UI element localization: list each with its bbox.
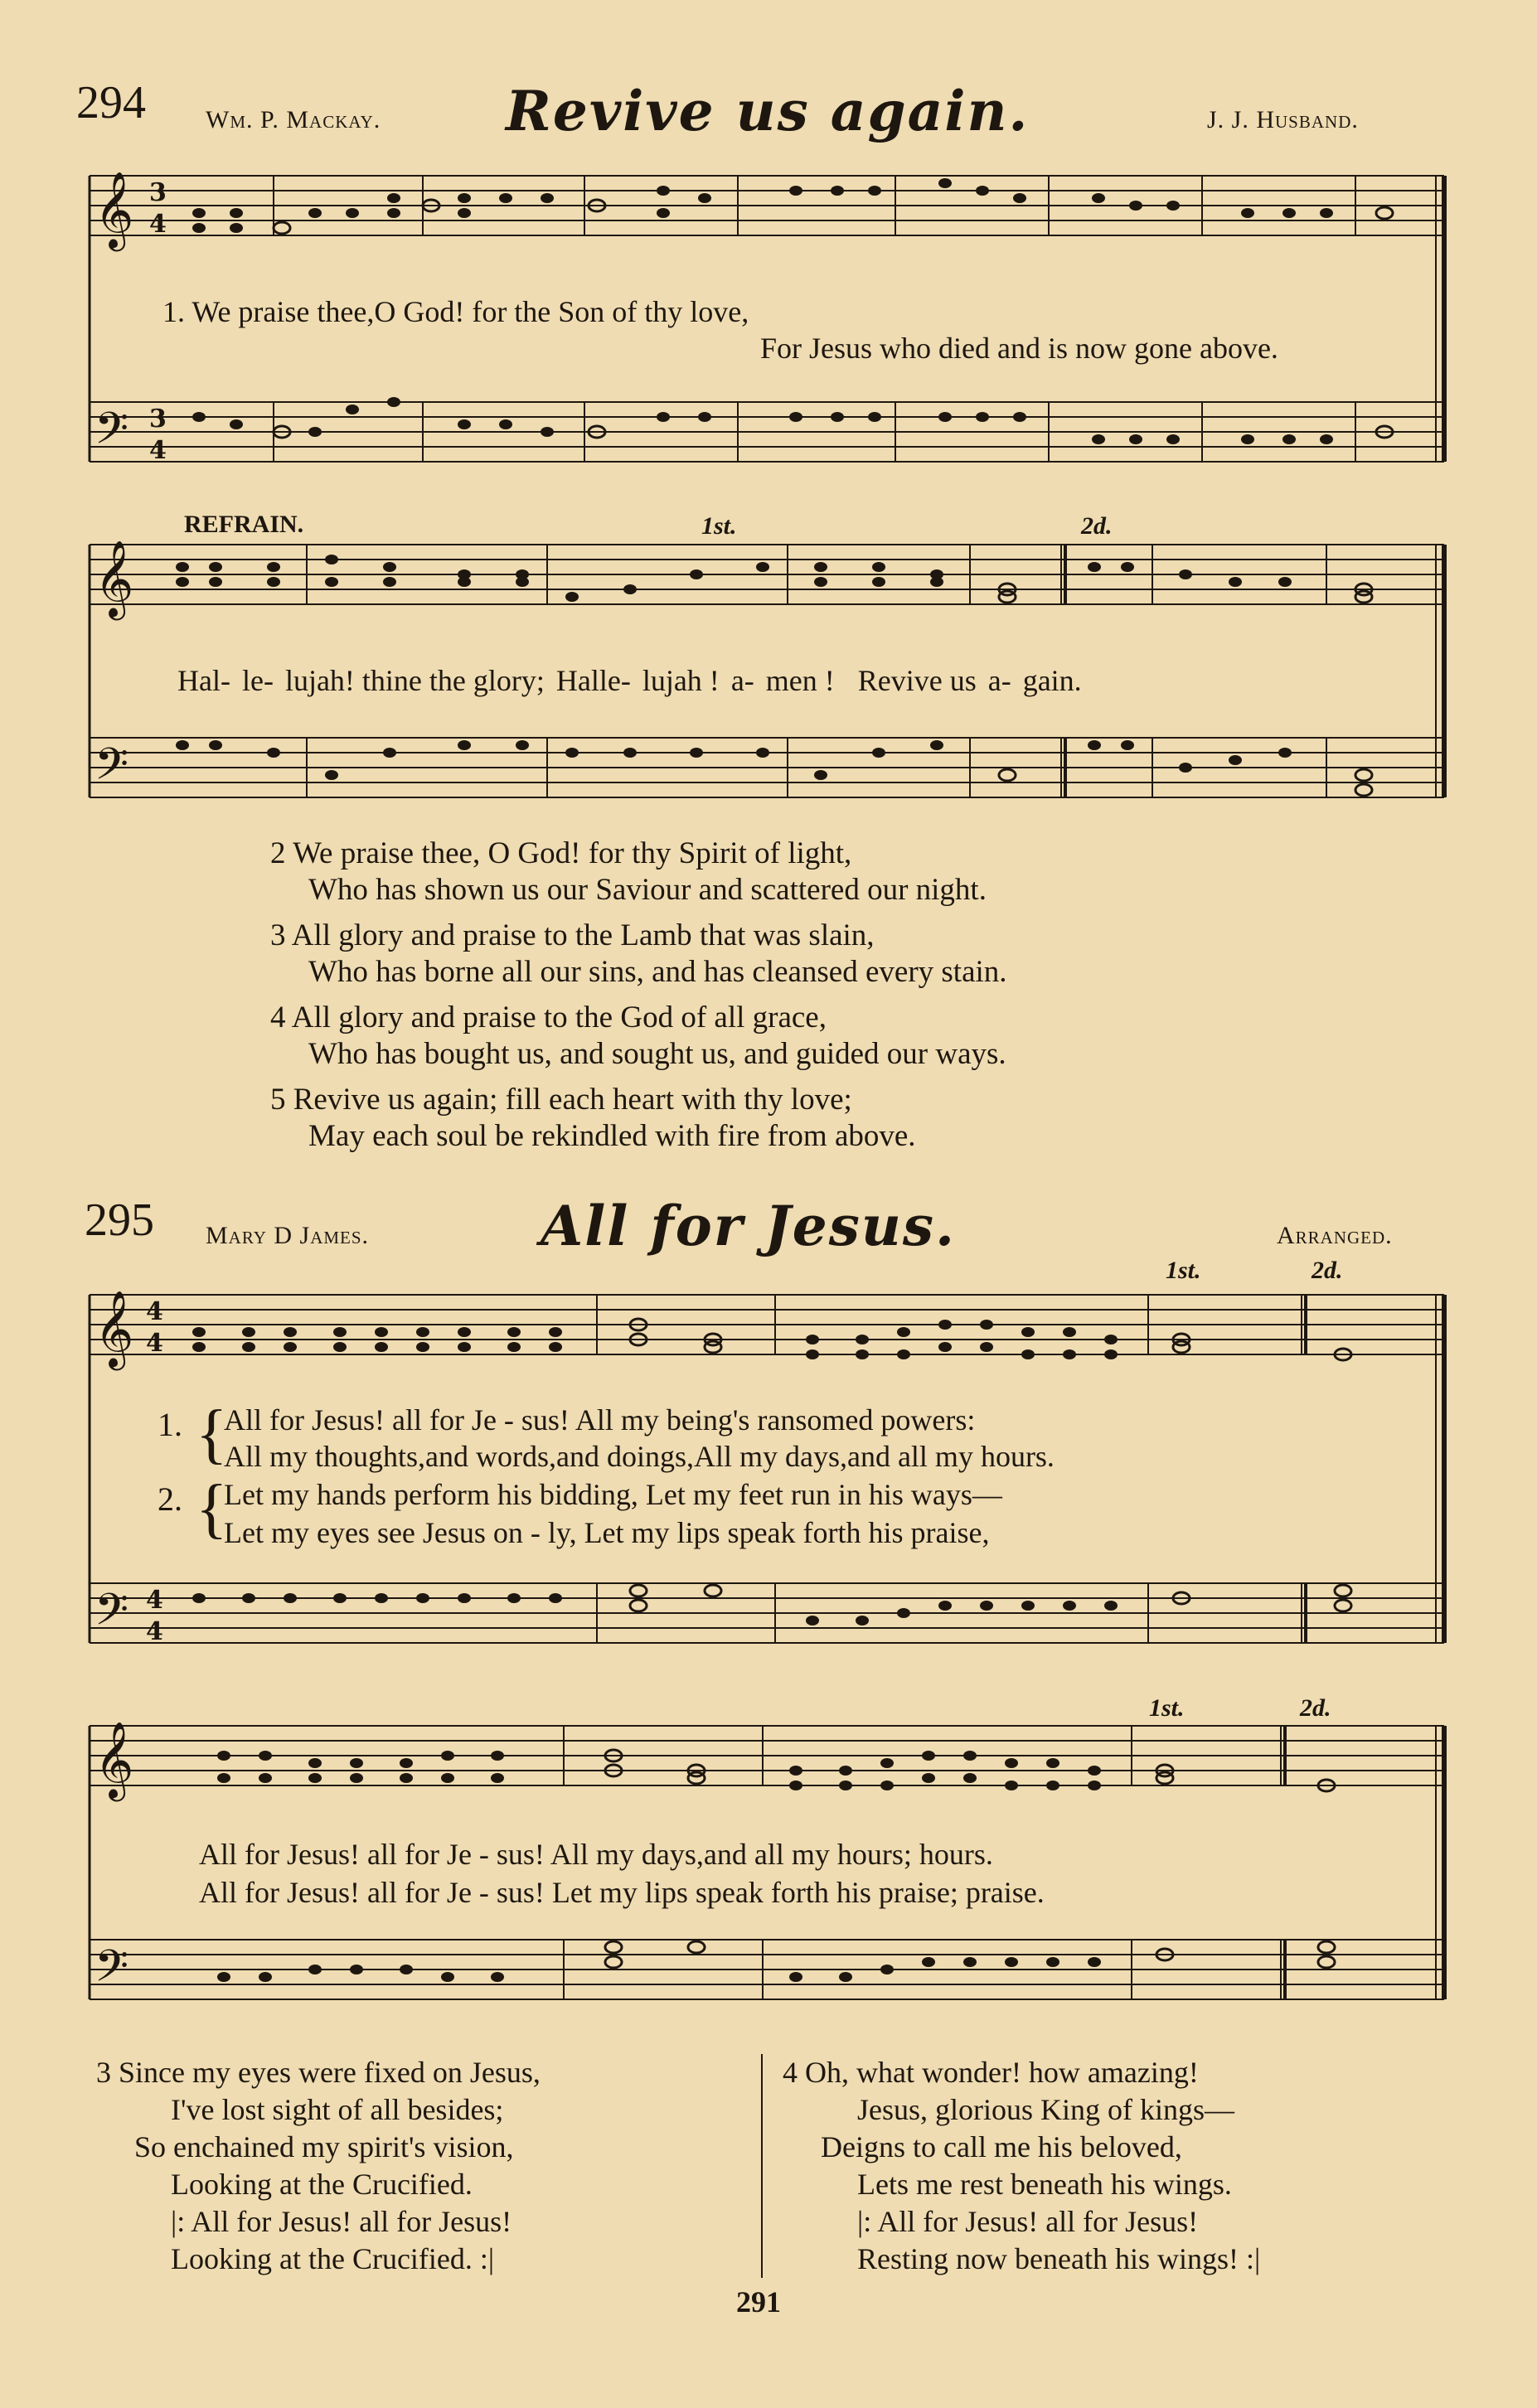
refrain-word: Halle- [555,664,631,697]
hymn-295-chorus-line1: All for Jesus! all for Je - sus! All my days,and all my hours; hours. [199,1838,993,1871]
brace-icon: { [196,1398,228,1470]
hymn-295-system-1-notation [66,1285,1451,1666]
stanza-line: We praise thee, O God! for thy Spirit of light, [293,836,852,870]
hymn-294-ending-1: 1st. [701,512,737,540]
svg-text:𝄞: 𝄞 [95,1290,134,1367]
svg-text:𝄢: 𝄢 [95,739,129,801]
stanza-number: 2 [270,836,286,870]
stanza-number: 3 [270,918,286,952]
stanza-line: Who has bought us, and sought us, and guided our ways. [308,1037,1006,1071]
svg-text:3: 3 [149,405,167,434]
stanza-line: Looking at the Crucified. [171,2168,473,2201]
hymn-295-v2-line1: Let my hands perform his bidding, Let my feet run in his ways— [224,1478,1002,1511]
stanza-number: 5 [270,1083,286,1117]
hymn-295-system-2 [66,1716,1451,2031]
refrain-word: Hal- [177,664,230,697]
hymn-295-v1-line2: All my thoughts,and words,and doings,All my days,and all my hours. [224,1440,1055,1473]
svg-text:4: 4 [146,1329,163,1358]
stanza-line: May each soul be rekindled with fire from above. [308,1119,916,1153]
hymn-294-verse1-line1: 1. We praise thee,O God! for the Son of thy love, [162,295,749,328]
hymn-295-v1-number: 1. [158,1406,182,1443]
refrain-word: Revive us [857,664,977,697]
hymn-295-ending-2b: 2d. [1300,1694,1331,1722]
svg-text:4: 4 [149,436,167,465]
stanza-3 [270,918,1007,991]
hymn-295-author: Mary D James. [206,1222,370,1249]
stanza-line: Resting now beneath his wings! :| [857,2242,1261,2275]
stanza-line: Looking at the Crucified. :| [171,2242,495,2275]
stanza-2 [270,836,1007,908]
hymn-294-ending-2: 2d. [1081,512,1113,540]
hymn-294-refrain-words [177,663,1082,698]
svg-text:4: 4 [146,1586,163,1615]
hymn-295-title: All for Jesus. [541,1194,956,1258]
svg-text:𝄢: 𝄢 [95,404,129,465]
hymn-295-ending-1: 1st. [1166,1257,1201,1284]
refrain-word: gain. [1022,664,1082,697]
hymn-295-stanza-4 [783,2054,1260,2278]
stanza-line: 3 Since my eyes were fixed on Jesus, [96,2056,541,2089]
hymn-295-composer: Arranged. [1277,1222,1393,1249]
hymn-295-chorus-line2: All for Jesus! all for Je - sus! Let my lips speak forth his praise; praise. [199,1876,1045,1909]
hymn-294-composer: J. J. Husband. [1207,106,1359,133]
hymn-295-v2-number: 2. [158,1480,182,1518]
hymn-294-title: Revive us again. [506,79,1030,143]
svg-text:𝄢: 𝄢 [95,1941,129,2003]
stanza-line: Revive us again; fill each heart with thy love; [293,1083,852,1117]
hymn-295-system-2-notation [66,1716,1451,2031]
hymn-294-refrain-label: REFRAIN. [184,511,304,538]
svg-text:3: 3 [149,178,167,207]
column-divider [761,2054,763,2278]
svg-text:𝄞: 𝄞 [95,171,134,248]
refrain-word: lujah ! [642,664,720,697]
svg-text:𝄞: 𝄞 [95,540,134,617]
hymn-294-stanzas [270,836,1007,1155]
page-number: 291 [736,2285,781,2318]
svg-text:4: 4 [146,1617,163,1646]
refrain-word: a- [730,664,754,697]
stanza-number: 4 [270,1001,286,1034]
hymn-294-author: Wm. P. Mackay. [206,106,381,133]
hymn-295-ending-1b: 1st. [1149,1694,1185,1722]
stanza-line: All glory and praise to the God of all grace, [291,1001,827,1034]
refrain-word: men ! [765,664,835,697]
svg-text:4: 4 [149,210,167,239]
hymn-295-v1-line1: All for Jesus! all for Je - sus! All my being's ransomed powers: [224,1403,976,1437]
stanza-line: I've lost sight of all besides; [171,2093,504,2126]
refrain-word: lujah! thine the glory; [284,664,545,697]
stanza-line: Jesus, glorious King of kings— [857,2093,1235,2126]
stanza-line: All glory and praise to the Lamb that was slain, [291,918,875,952]
refrain-word: le- [241,664,274,697]
stanza-line: |: All for Jesus! all for Jesus! [857,2205,1199,2238]
stanza-line: |: All for Jesus! all for Jesus! [171,2205,512,2238]
hymn-294-verse1-line2: For Jesus who died and is now gone above. [760,332,1278,365]
refrain-word: a- [987,664,1011,697]
stanza-line: Who has shown us our Saviour and scattered our night. [308,873,987,907]
hymn-295-number: 295 [85,1194,154,1246]
stanza-line: Who has borne all our sins, and has cleansed every stain. [308,955,1007,989]
stanza-5 [270,1082,1007,1155]
svg-text:𝄞: 𝄞 [95,1721,134,1798]
stanza-line: Deigns to call me his beloved, [821,2130,1182,2163]
hymn-295-ending-2: 2d. [1312,1257,1343,1284]
stanza-4 [270,1000,1007,1073]
hymn-294-number: 294 [76,77,146,128]
svg-text:4: 4 [146,1297,163,1326]
hymn-295-v2-line2: Let my eyes see Jesus on - ly, Let my lips speak forth his praise, [224,1516,990,1549]
svg-text:𝄢: 𝄢 [95,1585,129,1646]
stanza-line: Lets me rest beneath his wings. [857,2168,1232,2201]
hymn-295-system-1 [66,1285,1451,1666]
stanza-line: 4 Oh, what wonder! how amazing! [783,2056,1199,2089]
brace-icon: { [196,1472,228,1545]
hymn-295-stanza-3 [96,2054,541,2278]
stanza-line: So enchained my spirit's vision, [134,2130,514,2163]
